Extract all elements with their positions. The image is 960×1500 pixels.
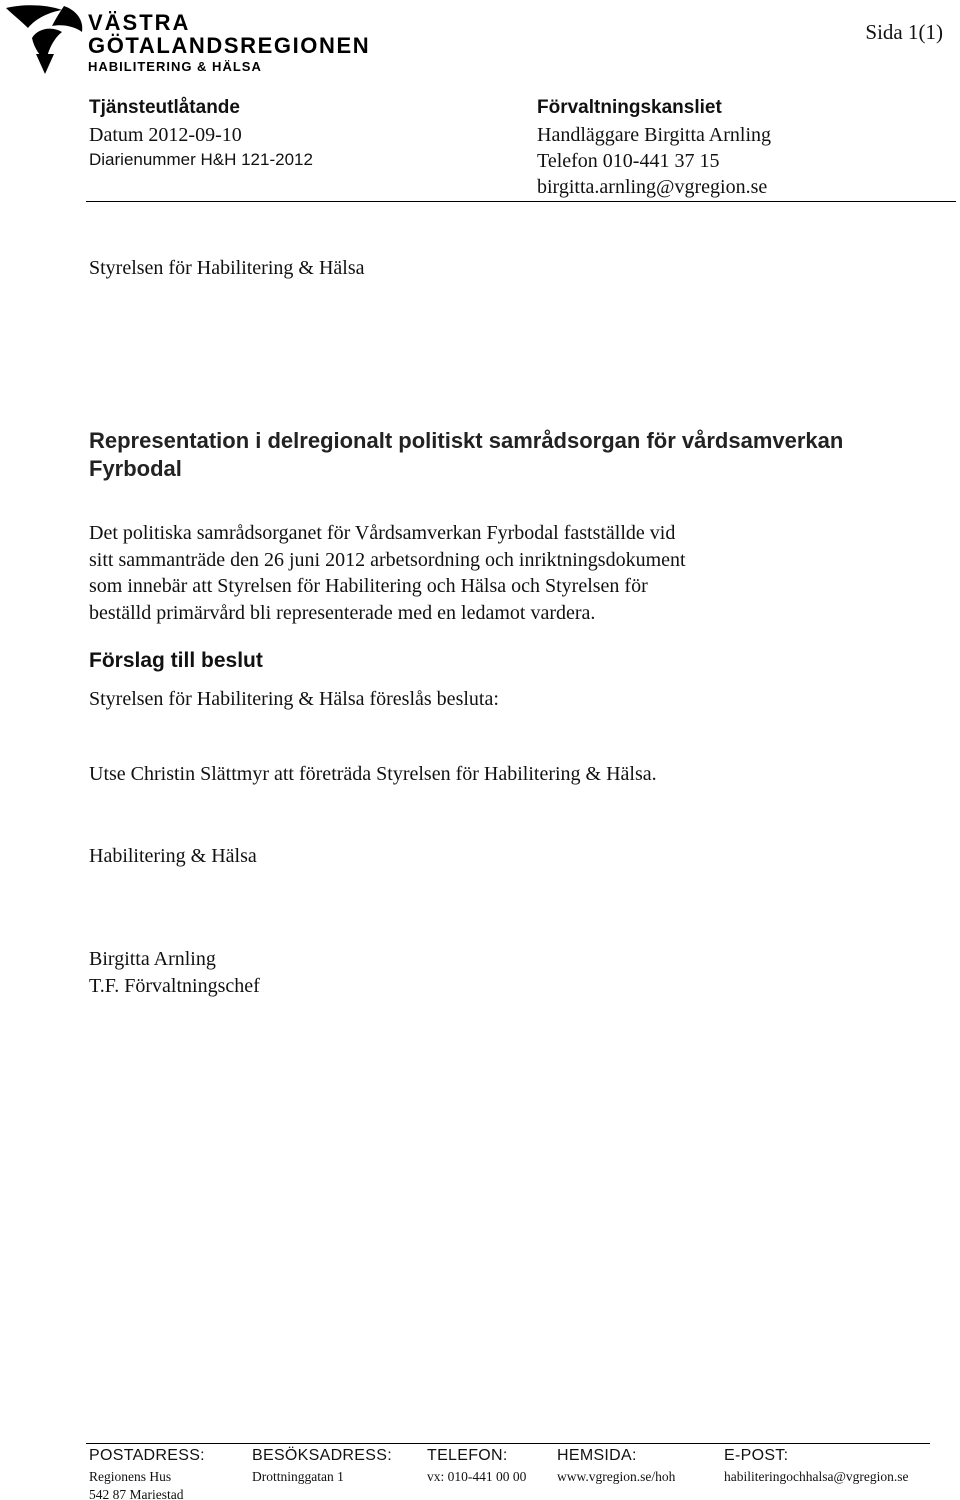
footer-web-link[interactable]: www.vgregion.se/hoh [557, 1469, 676, 1484]
document-date: Datum 2012-09-10 [89, 124, 242, 146]
footer-visit [252, 1444, 392, 1486]
department: Förvaltningskansliet [537, 97, 722, 118]
footer-email-link[interactable]: habiliteringochhalsa@vgregion.se [724, 1469, 909, 1484]
page-number: Sida 1(1) [865, 20, 943, 44]
vgr-swirl-icon [2, 2, 86, 76]
body-line: som innebär att Styrelsen för Habilitering och Hälsa och Styrelsen för [89, 575, 648, 597]
document-type: Tjänsteutlåtande [89, 97, 240, 118]
decision-text: Utse Christin Slättmyr att företräda Styrelsen för Habilitering & Hälsa. [89, 763, 657, 785]
body-line: Det politiska samrådsorganet för Vårdsamverkan Fyrbodal fastställde vid [89, 522, 676, 544]
footer-phone-line: vx: 010-441 00 00 [427, 1469, 527, 1484]
footer-postal [89, 1444, 205, 1500]
header-divider [86, 201, 956, 202]
logo-wordmark [88, 12, 370, 76]
document-meta [89, 94, 313, 172]
handler-phone: Telefon 010-441 37 15 [537, 150, 720, 172]
signer-role: T.F. Förvaltningschef [89, 975, 260, 997]
handler-meta [537, 94, 771, 200]
signature-organization: Habilitering & Hälsa [89, 845, 257, 867]
body-paragraph [89, 520, 779, 626]
signer-name: Birgitta Arnling [89, 948, 216, 970]
document-title: Representation i delregionalt politiskt samrådsorgan för vårdsamverkan Fyrbodal [89, 428, 844, 481]
recipient: Styrelsen för Habilitering & Hälsa [89, 257, 365, 279]
footer-postal-label: POSTADRESS: [89, 1447, 205, 1464]
section-heading: Förslag till beslut [89, 649, 263, 672]
footer-web [557, 1444, 675, 1486]
body-line: beställd primärvård bli representerade med en ledamot vardera. [89, 601, 596, 624]
footer-email [724, 1444, 909, 1486]
footer-phone [427, 1444, 526, 1486]
proposal-text: Styrelsen för Habilitering & Hälsa föreslås besluta: [89, 688, 499, 710]
logo-line-2: GÖTALANDSREGIONEN [88, 33, 371, 58]
footer-visit-line: Drottninggatan 1 [252, 1469, 344, 1484]
footer-web-label: HEMSIDA: [557, 1447, 637, 1464]
footer-email-label: E-POST: [724, 1447, 789, 1464]
signature-block [89, 946, 260, 1000]
handler: Handläggare Birgitta Arnling [537, 124, 772, 146]
organization-logo [0, 0, 380, 80]
footer-visit-label: BESÖKSADRESS: [252, 1447, 392, 1464]
footer-postal-line: Regionens Hus [89, 1469, 172, 1484]
footer-postal-line: 542 87 Mariestad [89, 1487, 184, 1500]
handler-email: birgitta.arnling@vgregion.se [537, 176, 768, 198]
diary-number: Diarienummer H&H 121-2012 [89, 150, 313, 169]
body-line: sitt sammanträde den 26 juni 2012 arbetsordning och inriktningsdokument [89, 548, 686, 571]
logo-line-1: VÄSTRA [88, 10, 191, 35]
footer-phone-label: TELEFON: [427, 1447, 508, 1464]
logo-line-3: HABILITERING & HÄLSA [88, 59, 262, 74]
